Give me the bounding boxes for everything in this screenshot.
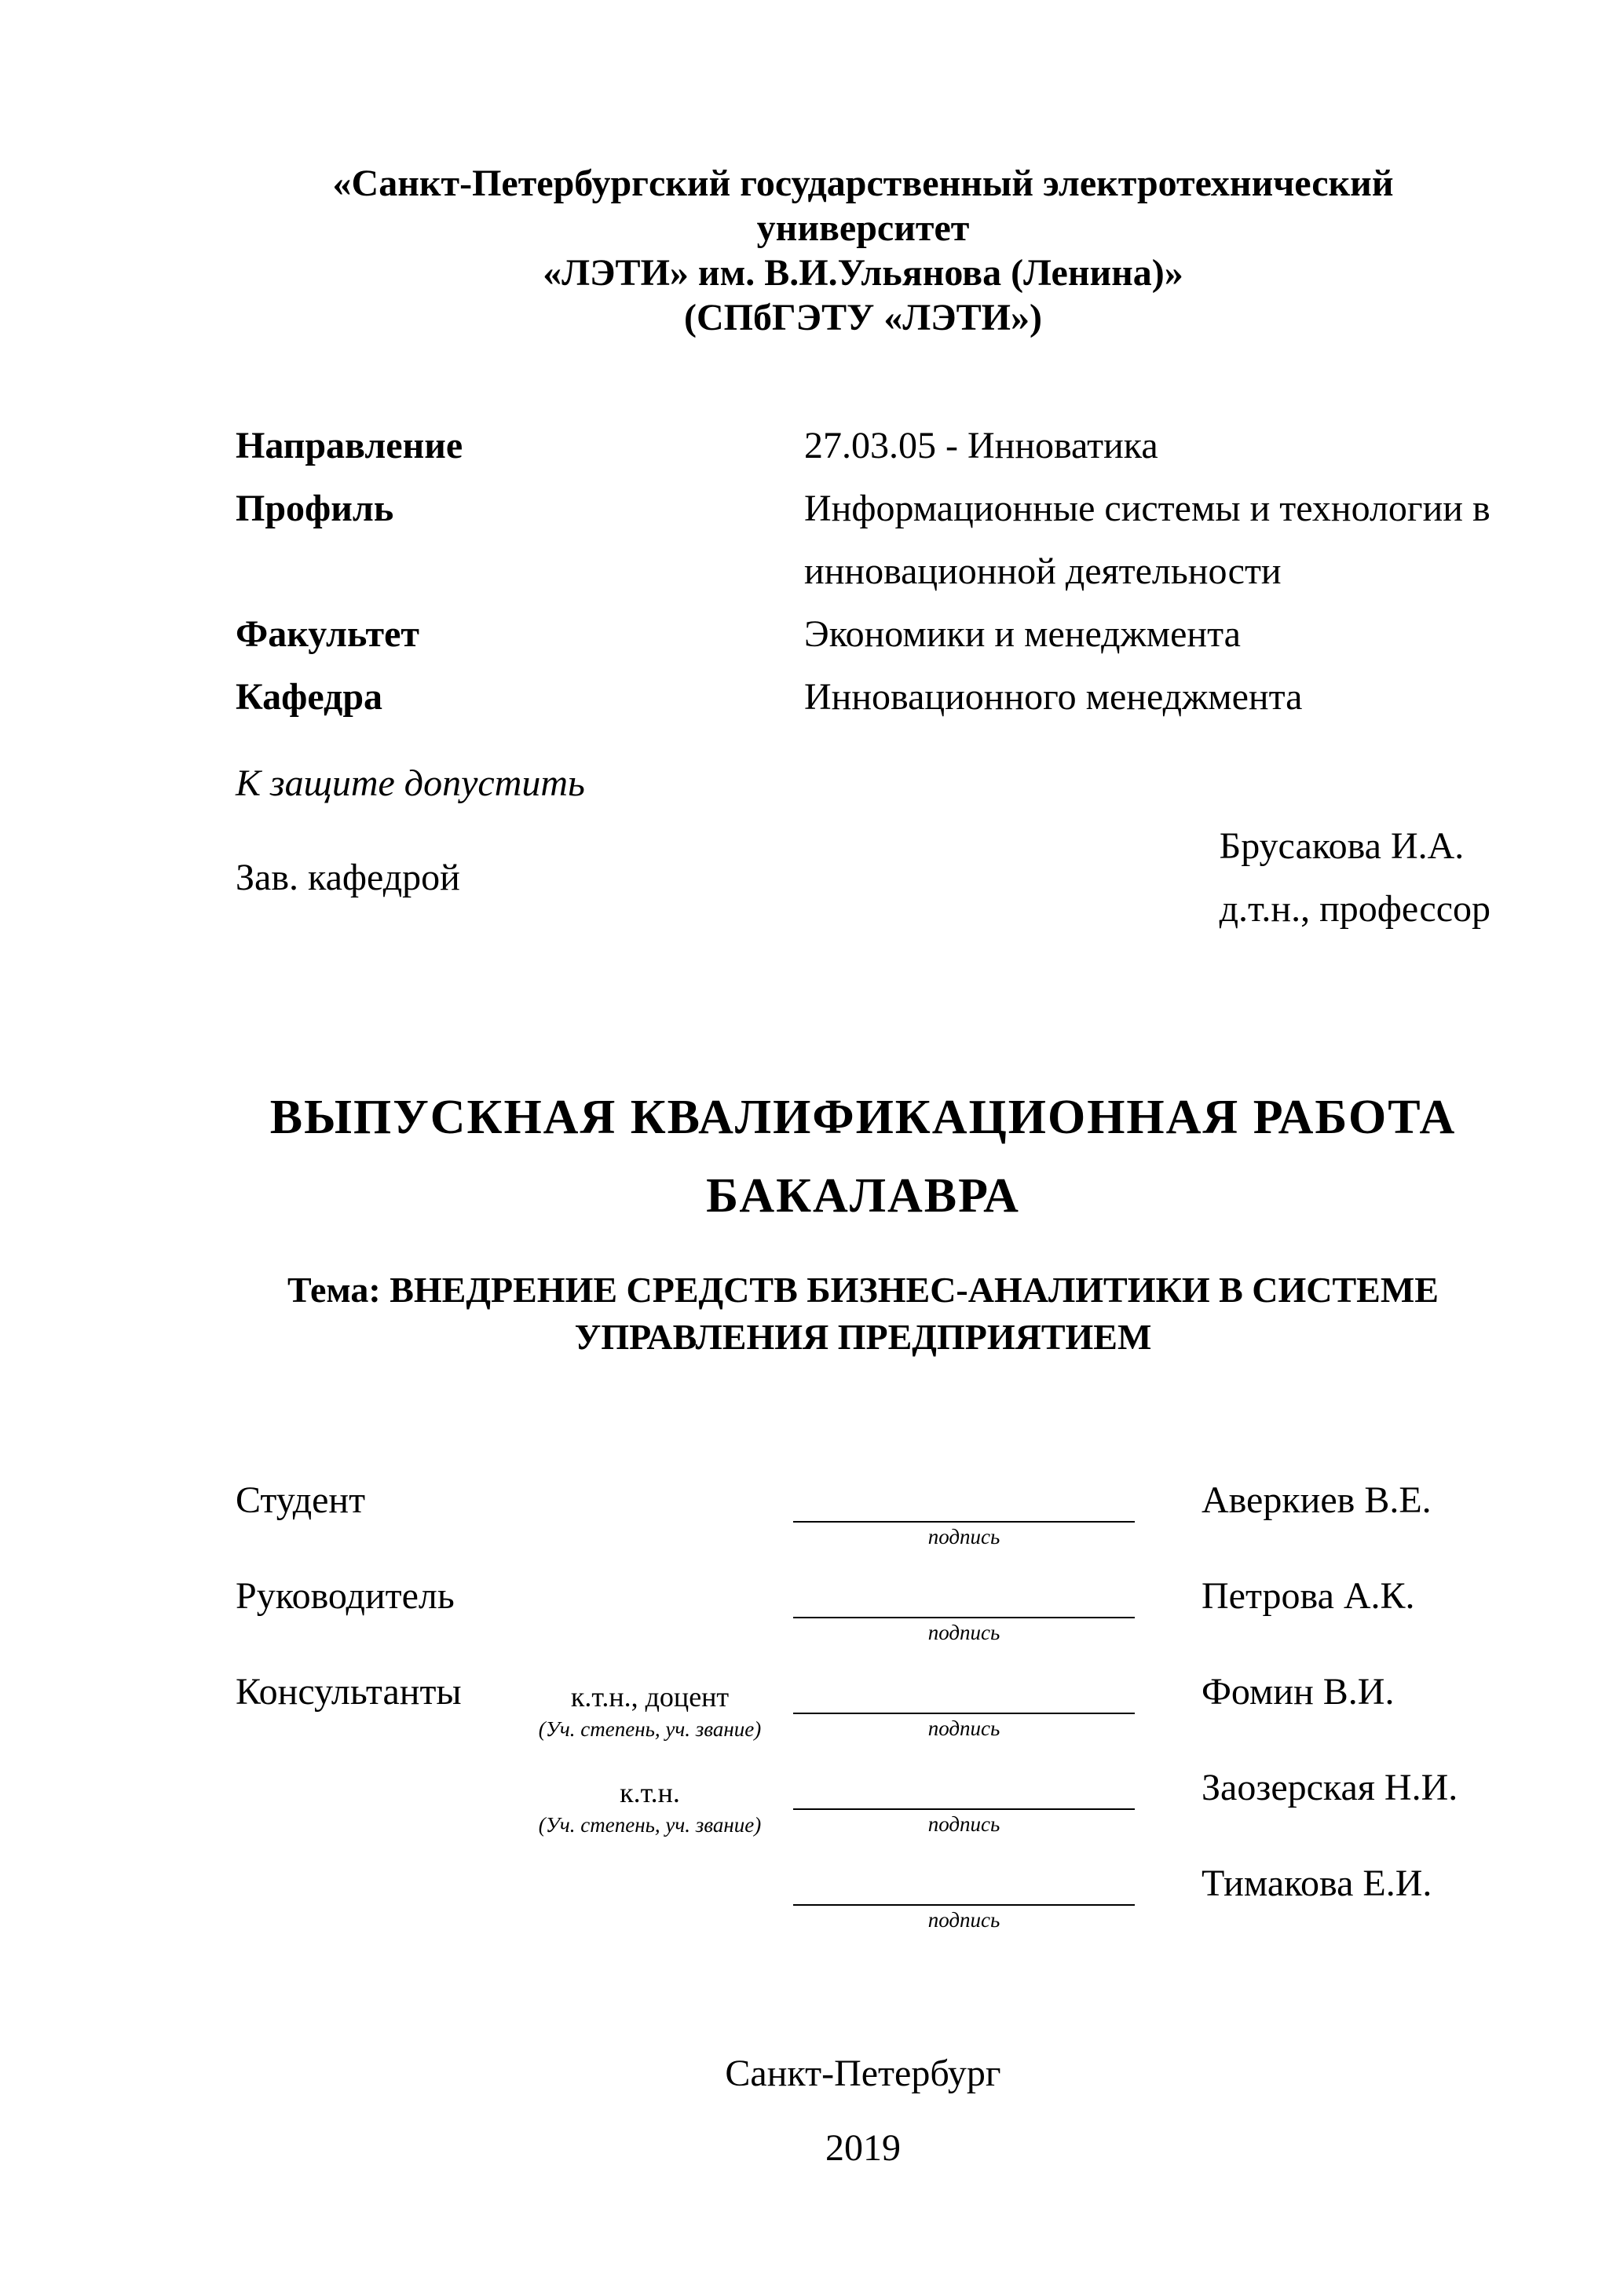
program-row-profile: [236, 477, 1490, 603]
signature-caption: подпись: [927, 1525, 1000, 1548]
department-head-label: Зав. кафедрой: [236, 857, 460, 898]
direction-value: 27.03.05 - Инноватика: [804, 425, 1158, 466]
page-footer: [236, 2036, 1490, 2185]
faculty-label: Факультет: [236, 613, 419, 655]
department-head-name: Брусакова И.А.: [1219, 825, 1465, 867]
department-value: Инновационного менеджмента: [804, 676, 1303, 718]
signature-row-consultant-1: [236, 1670, 1490, 1742]
department-label: Кафедра: [236, 676, 383, 718]
supervisor-signature-line: [793, 1574, 1135, 1618]
thesis-theme-line2: УПРАВЛЕНИЯ ПРЕДПРИЯТИЕМ: [574, 1317, 1152, 1357]
signature-row-consultant-2: [236, 1766, 1490, 1838]
university-header: [236, 161, 1490, 340]
consultant-1-name: Фомин В.И.: [1202, 1671, 1395, 1713]
thesis-title-line2: БАКАЛАВРА: [706, 1169, 1020, 1223]
university-name-line1: «Санкт-Петербургский государственный электротехнический университет: [332, 163, 1394, 249]
admission-section: [236, 752, 1490, 941]
consultant-3-signature-linebox: [793, 1862, 1135, 1934]
year-label: 2019: [825, 2127, 901, 2169]
department-head-row: [236, 815, 1490, 941]
consultant-1-degree: к.т.н., доцент: [570, 1681, 730, 1713]
consultants-role-label: Консультанты: [236, 1671, 462, 1713]
city-label: Санкт-Петербург: [725, 2053, 1001, 2094]
student-signature-linebox: [793, 1479, 1135, 1551]
consultant-2-degree: к.т.н.: [620, 1777, 680, 1808]
consultant-2-name: Заозерская Н.И.: [1202, 1767, 1458, 1808]
signature-caption: подпись: [927, 1908, 1000, 1932]
supervisor-name: Петрова А.К.: [1202, 1575, 1415, 1617]
signature-row-consultant-3: [236, 1862, 1490, 1934]
signature-row-student: [236, 1479, 1490, 1551]
university-name-line2: «ЛЭТИ» им. В.И.Ульянова (Ленина)»: [543, 252, 1183, 294]
program-row-department: [236, 666, 1490, 729]
student-name: Аверкиев В.Е.: [1202, 1479, 1432, 1521]
degree-caption: (Уч. степень, уч. звание): [538, 1813, 762, 1837]
supervisor-signature-linebox: [793, 1574, 1135, 1647]
signature-section: [236, 1479, 1490, 1934]
university-abbreviation: (СПбГЭТУ «ЛЭТИ»): [684, 297, 1042, 338]
profile-label: Профиль: [236, 488, 394, 529]
program-row-faculty: [236, 603, 1490, 666]
direction-label: Направление: [236, 425, 463, 466]
signature-caption: подпись: [927, 1717, 1000, 1740]
profile-value: Информационные системы и технологии в инновационной деятельности: [804, 488, 1490, 592]
thesis-theme: [236, 1267, 1490, 1361]
consultant-1-signature-line: [793, 1670, 1135, 1714]
thesis-title: [236, 1078, 1490, 1235]
consultant-3-name: Тимакова Е.И.: [1202, 1863, 1432, 1904]
consultant-2-signature-line: [793, 1766, 1135, 1810]
signature-row-supervisor: [236, 1574, 1490, 1647]
program-row-direction: [236, 415, 1490, 477]
department-head-person: [1220, 815, 1490, 941]
program-info: [236, 415, 1490, 729]
signature-caption: подпись: [927, 1621, 1000, 1644]
signature-caption: подпись: [927, 1812, 1000, 1836]
consultant-2-degree-cell: [518, 1766, 793, 1838]
thesis-theme-line1: Тема: ВНЕДРЕНИЕ СРЕДСТВ БИЗНЕС-АНАЛИТИКИ В СИСТЕМЕ: [287, 1270, 1439, 1310]
student-role-label: Студент: [236, 1479, 366, 1521]
consultant-3-signature-line: [793, 1862, 1135, 1906]
consultant-1-degree-cell: [518, 1670, 793, 1742]
consultant-2-signature-linebox: [793, 1766, 1135, 1838]
student-signature-line: [793, 1479, 1135, 1523]
department-head-degree: д.т.н., профессор: [1219, 888, 1490, 930]
consultant-1-signature-linebox: [793, 1670, 1135, 1742]
admission-phrase: К защите допустить: [236, 762, 585, 804]
supervisor-role-label: Руководитель: [236, 1575, 455, 1617]
thesis-title-line1: ВЫПУСКНАЯ КВАЛИФИКАЦИОННАЯ РАБОТА: [269, 1091, 1457, 1144]
degree-caption: (Уч. степень, уч. звание): [538, 1717, 762, 1741]
faculty-value: Экономики и менеджмента: [804, 613, 1241, 655]
